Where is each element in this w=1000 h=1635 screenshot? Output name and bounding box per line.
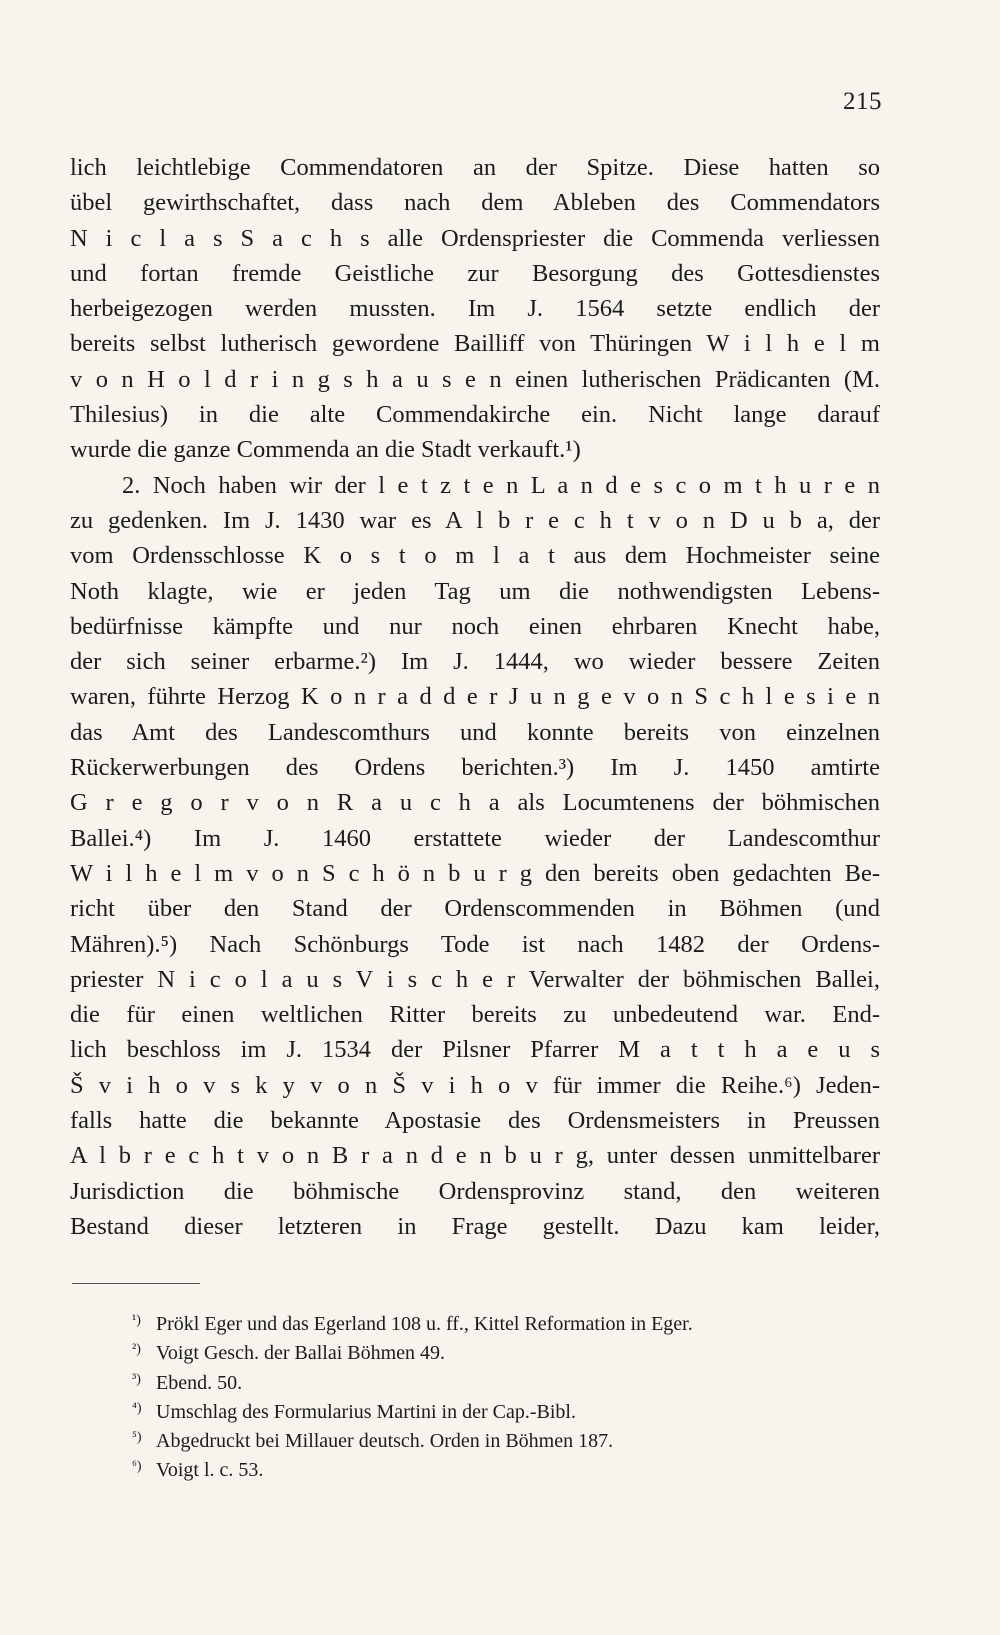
text-line: Thilesius) in die alte Commendakirche ein. Nicht lange darauf bbox=[70, 401, 880, 429]
footnote-separator bbox=[72, 1283, 200, 1284]
text-line: das Amt des Landescomthurs und konnte bereits von einzelnen bbox=[70, 718, 880, 746]
text-line: A l b r e c h t v o n B r a n d e n b u r g, unter dessen unmittelbarer bbox=[70, 1142, 880, 1170]
text-line: Ballei.⁴) Im J. 1460 erstattete wieder der Landescomthur bbox=[70, 824, 880, 852]
footnote-marker: ⁶) bbox=[132, 1459, 142, 1475]
text-line: Noth klagte, wie er jeden Tag um die nothwendigsten Lebens- bbox=[70, 577, 880, 605]
footnote-marker: ⁵) bbox=[132, 1430, 142, 1446]
text-line: zu gedenken. Im J. 1430 war es A l b r e c h t v o n D u b a, der bbox=[70, 506, 880, 534]
text-line: Rückerwerbungen des Ordens berichten.³) Im J. 1450 amtirte bbox=[70, 754, 880, 782]
footnote bbox=[132, 1394, 892, 1423]
footnotes bbox=[132, 1306, 892, 1482]
footnote-text: Prökl Eger und das Egerland 108 u. ff., Kittel Reformation in Eger. bbox=[156, 1313, 693, 1335]
text-line: Mähren).⁵) Nach Schönburgs Tode ist nach 1482 der Ordens- bbox=[70, 930, 880, 958]
text-line: lich leichtlebige Commendatoren an der Spitze. Diese hatten so bbox=[70, 154, 880, 181]
body-text bbox=[70, 150, 880, 1244]
text-line: der sich seiner erbarme.²) Im J. 1444, wo wieder bessere Zeiten bbox=[70, 648, 880, 676]
text-line: übel gewirthschaftet, dass nach dem Ableben des Commendators bbox=[70, 189, 880, 217]
text-line: N i c l a s S a c h s alle Ordenspriester die Commenda verliessen bbox=[70, 224, 880, 252]
footnote bbox=[132, 1452, 892, 1481]
footnote-marker: ¹) bbox=[132, 1313, 141, 1328]
footnote-text: Ebend. 50. bbox=[156, 1371, 243, 1394]
text-line: priester N i c o l a u s V i s c h e r Verwalter der böhmischen Ballei, bbox=[70, 965, 880, 993]
text-line: vom Ordensschlosse K o s t o m l a t aus dem Hochmeister seine bbox=[70, 542, 880, 570]
text-line: waren, führte Herzog K o n r a d d e r J u n g e v o n S c h l e s i e n bbox=[70, 683, 880, 711]
text-line: herbeigezogen werden mussten. Im J. 1564 setzte endlich der bbox=[70, 295, 880, 323]
footnote-marker: ²) bbox=[132, 1342, 141, 1358]
text-line: die für einen weltlichen Ritter bereits zu unbedeutend war. End- bbox=[70, 1001, 880, 1029]
text-line: falls hatte die bekannte Apostasie des Ordensmeisters in Preussen bbox=[70, 1107, 880, 1135]
footnote bbox=[132, 1335, 892, 1364]
text-line: wurde die ganze Commenda an die Stadt verkauft.¹) bbox=[70, 436, 581, 464]
text-line: W i l h e l m v o n S c h ö n b u r g den bereits oben gedachten Be- bbox=[70, 859, 880, 887]
text-line: 2. Noch haben wir der l e t z t e n L a n d e s c o m t h u r e n bbox=[122, 471, 880, 499]
footnote-text: Voigt l. c. 53. bbox=[156, 1459, 264, 1482]
footnote bbox=[132, 1306, 892, 1335]
footnote-text: Abgedruckt bei Millauer deutsch. Orden in Böhmen 187. bbox=[156, 1430, 614, 1453]
text-line: und fortan fremde Geistliche zur Besorgung des Gottesdienstes bbox=[70, 259, 880, 287]
page-number: 215 bbox=[843, 88, 882, 115]
footnote bbox=[132, 1365, 892, 1394]
text-line: lich beschloss im J. 1534 der Pilsner Pfarrer M a t t h a e u s bbox=[70, 1036, 880, 1064]
footnote-marker: ⁴) bbox=[132, 1400, 142, 1416]
text-line: Š v i h o v s k y v o n Š v i h o v für immer die Reihe.⁶) Jeden- bbox=[70, 1071, 880, 1099]
text-line: Bestand dieser letzteren in Frage gestellt. Dazu kam leider, bbox=[70, 1212, 880, 1240]
text-line: bedürfnisse kämpfte und nur noch einen ehrbaren Knecht habe, bbox=[70, 612, 880, 640]
text-line: G r e g o r v o n R a u c h a als Locumtenens der böhmischen bbox=[70, 789, 880, 817]
text-line: v o n H o l d r i n g s h a u s e n einen lutherischen Prädicanten (M. bbox=[70, 365, 880, 393]
text-line: bereits selbst lutherisch gewordene Bailliff von Thüringen W i l h e l m bbox=[70, 330, 880, 358]
footnote-marker: ³) bbox=[132, 1371, 141, 1387]
text-line: Jurisdiction die böhmische Ordensprovinz stand, den weiteren bbox=[70, 1177, 880, 1205]
footnote-text: Umschlag des Formularius Martini in der Cap.-Bibl. bbox=[156, 1400, 576, 1423]
footnote bbox=[132, 1423, 892, 1452]
footnote-text: Voigt Gesch. der Ballai Böhmen 49. bbox=[156, 1342, 446, 1365]
text-line: richt über den Stand der Ordenscommenden in Böhmen (und bbox=[70, 895, 880, 923]
